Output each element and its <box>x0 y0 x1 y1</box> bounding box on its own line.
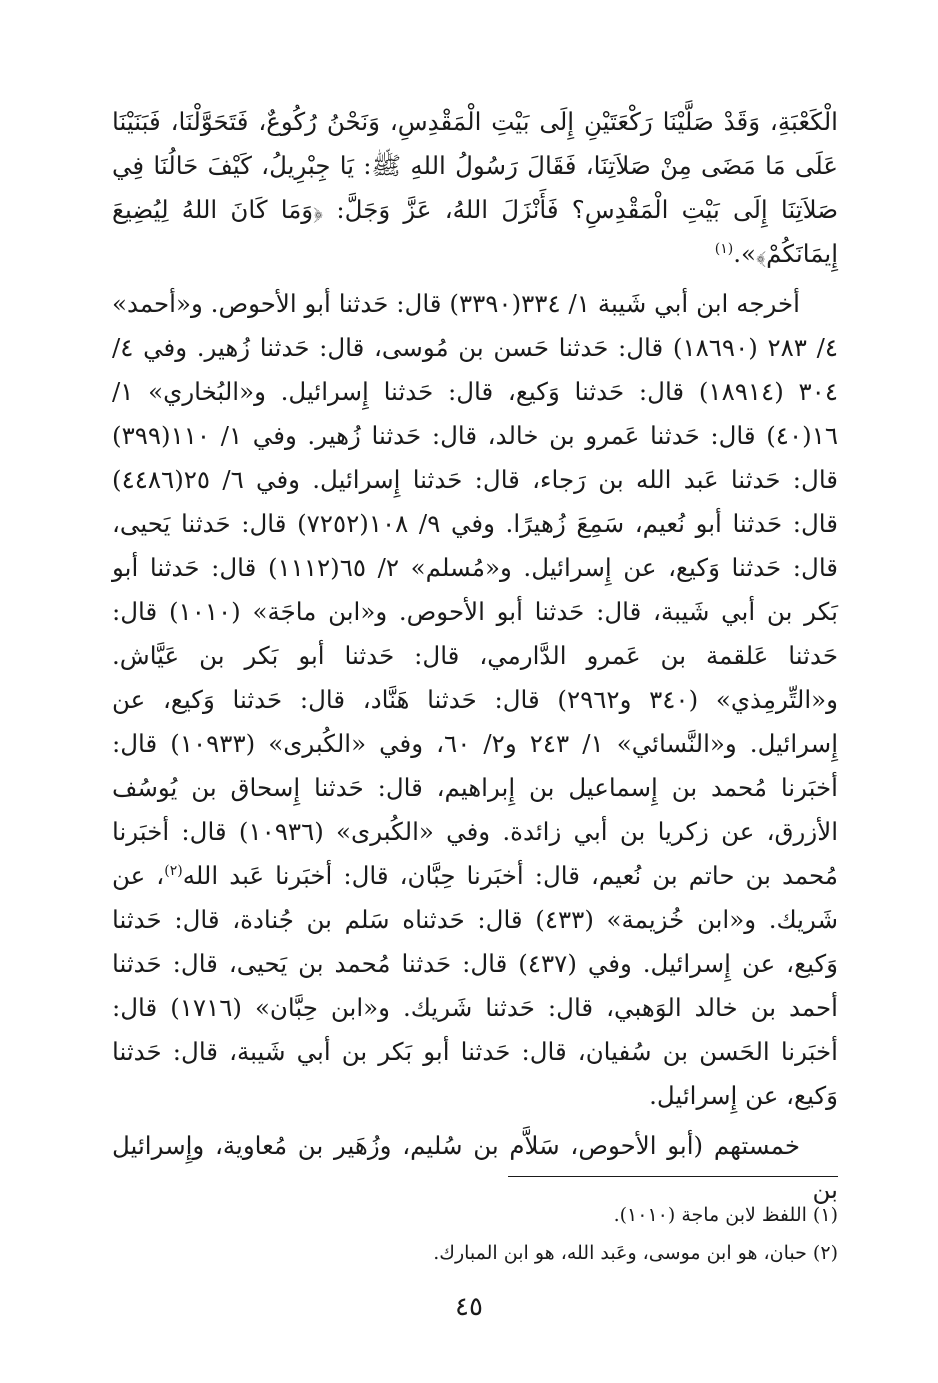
hadith-closing: ». <box>733 239 757 268</box>
takhrij-text-part1: أخرجه ابن أبي شَيبة ١/ ٣٣٤(٣٣٩٠) قال: حَدثنا أبو الأحوص. و«أحمد» ٤/ ٢٨٣ (١٨٦٩٠) قال: حَدثنا حَسن بن مُوسى، قال: حَدثنا زُهير. وفي ٤/ ٣٠٤ (١٨٩١٤) قال: حَدثنا وَكيع، قال: حَدثنا إِسرائيل. و«البُخاري» ١/ ١٦(٤٠) قال: حَدثنا عَمرو بن خالد، قال: حَدثنا زُهير. وفي ١/ ١١٠(٣٩٩) قال: حَدثنا عَبد الله بن رَجاء، قال: حَدثنا إِسرائيل. وفي ٦/ ٢٥(٤٤٨٦) قال: حَدثنا أبو نُعيم، سَمِعَ زُهيرًا. وفي ٩/ ١٠٨(٧٢٥٢) قال: حَدثنا يَحيى، قال: حَدثنا وَكيع، عن إِسرائيل. و«مُسلم» ٢/ ٦٥(١١١٢) قال: حَدثنا أبو بَكر بن أبي شَيبة، قال: حَدثنا أبو الأحوص. و«ابن ماجَة» (١٠١٠) قال: حَدثنا عَلقمة بن عَمرو الدَّارمي، قال: حَدثنا أبو بَكر بن عَيَّاش. و«التِّرمِذي» (٣٤٠ و٢٩٦٢) قال: حَدثنا هَنَّاد، قال: حَدثنا وَكيع، عن إِسرائيل. و«النَّسائي» ١/ ٢٤٣ و٢/ ٦٠، وفي «الكُبرى» (١٠٩٣٣) قال: أخبَرنا مُحمد بن إِسماعيل بن إِبراهيم، قال: حَدثنا إِسحاق بن يُوسُف الأزرق، عن زكريا بن أبي زائدة. وفي «الكُبرى» (١٠٩٣٦) قال: أخبَرنا مُحمد بن حاتم بن نُعيم، قال: أخبَرنا حِبَّان، قال: أخبَرنا عَبد الله <box>112 289 839 890</box>
takhrij-text-part2: ، عن شَريك. و«ابن خُزيمة» (٤٣٣) قال: حَدثناه سَلم بن جُنادة، قال: حَدثنا وَكيع، عن إِسرائيل. وفي (٤٣٧) قال: حَدثنا مُحمد بن يَحيى، قال: حَدثنا أحمد بن خالد الوَهبي، قال: حَدثنا شَريك. و«ابن حِبَّان» (١٧١٦) قال: أخبَرنا الحَسن بن سُفيان، قال: حَدثنا أبو بَكر بن أبي شَيبة، قال: حَدثنا وَكيع، عن إِسرائيل. <box>112 861 839 1110</box>
footnote-1: (١) اللفظ لابن ماجة (١٠١٠). <box>613 1204 838 1226</box>
hadith-text: الْكَعْبَةِ، وَقَدْ صَلَّيْنَا رَكْعَتَيْنِ إِلَى بَيْتِ الْمَقْدِسِ، وَنَحْنُ رُكُوعٌ، فَتَحَوَّلْنَا، فَبَنَيْنَا عَلَى مَا مَضَى مِنْ صَلاَتِنَا، فَقَالَ رَسُولُ اللهِ ﷺ: يَا جِبْرِيلُ، كَيْفَ حَالُنَا فِي صَلاَتِنَا إِلَى بَيْتِ الْمَقْدِسِ؟ فَأَنْزَلَ اللهُ، عَزَّ وَجَلَّ: <box>112 107 839 224</box>
takhrij-paragraph <box>112 282 838 1118</box>
footnotes <box>112 1196 838 1272</box>
hadith-paragraph <box>112 100 838 276</box>
summary-text: خمستهم (أبو الأحوص، سَلاَّم بن سُليم، وزُهَير بن مُعاوية، وإِسرائيل بن <box>112 1131 838 1204</box>
footnote-separator <box>508 1176 838 1177</box>
main-text <box>112 100 838 1212</box>
footnote-2: (٢) حبان، هو ابن موسى، وعَبد الله، هو ابن المبارك. <box>433 1242 838 1264</box>
page-number: ٤٥ <box>455 1292 483 1322</box>
footnote-ref-1[interactable]: (١) <box>714 240 734 257</box>
quran-verse: ﴿وَمَا كَانَ اللهُ لِيُضِيعَ إِيمَانَكُمْ﴾ <box>112 195 838 268</box>
footnote-ref-2[interactable]: (٢) <box>164 862 183 879</box>
